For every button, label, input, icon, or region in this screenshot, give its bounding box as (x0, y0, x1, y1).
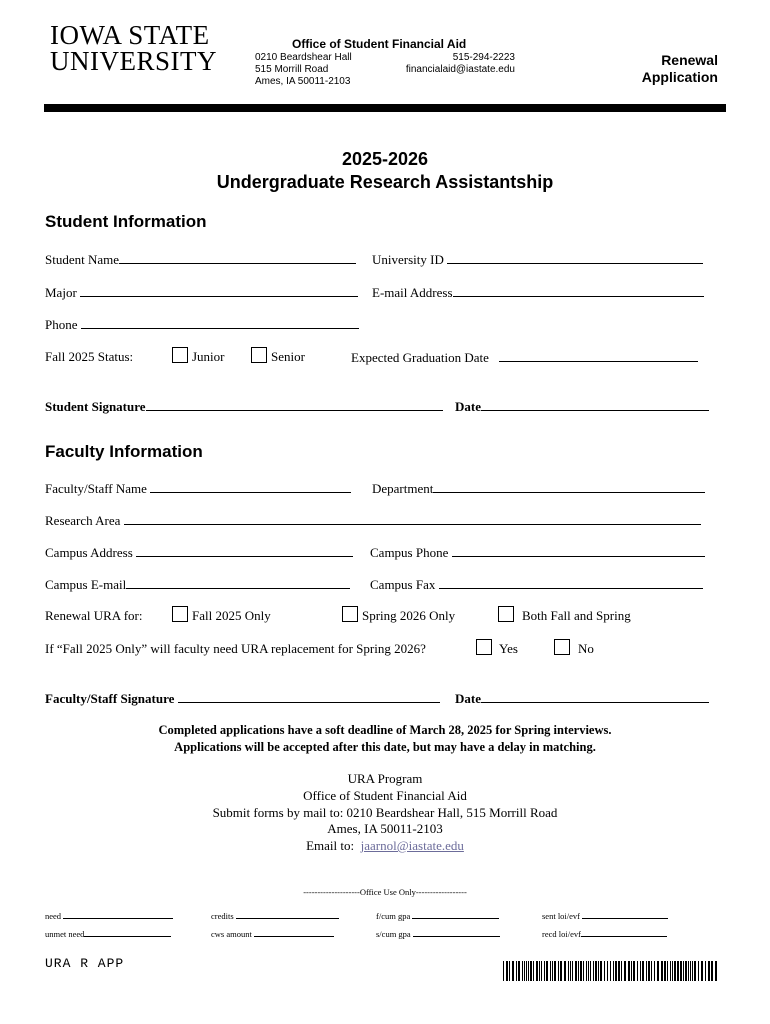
form-code: URA R APP (45, 956, 125, 971)
mail-city: Ames, IA 50011-2103 (327, 821, 443, 836)
spring-only-checkbox[interactable] (342, 606, 358, 622)
replacement-yes-label: Yes (499, 641, 518, 656)
office-need-field (45, 910, 173, 921)
email-prefix: Email to: (306, 838, 355, 853)
office-cws-label: cws amount (211, 929, 252, 939)
renewal-badge-line1: Renewal (661, 52, 718, 68)
campus-phone-field[interactable] (370, 544, 705, 561)
faculty-signature-field[interactable] (45, 690, 440, 707)
faculty-date-line[interactable] (481, 690, 709, 703)
email-instructions (0, 838, 770, 854)
office-fcum-label: f/cum gpa (376, 911, 411, 921)
faculty-name-label: Faculty/Staff Name (45, 481, 147, 496)
office-recd-label: recd loi/evf (542, 929, 581, 939)
research-area-label: Research Area (45, 513, 121, 528)
junior-checkbox[interactable] (172, 347, 188, 363)
faculty-name-line[interactable] (150, 480, 351, 493)
campus-phone-label: Campus Phone (370, 545, 449, 560)
fall-only-checkbox[interactable] (172, 606, 188, 622)
major-field[interactable] (45, 284, 358, 301)
student-signature-line[interactable] (146, 398, 443, 411)
student-signature-label: Student Signature (45, 399, 146, 414)
graduation-date-field[interactable] (351, 349, 698, 366)
research-area-field[interactable] (45, 512, 701, 529)
both-semesters-label: Both Fall and Spring (522, 608, 631, 623)
student-signature-field[interactable] (45, 398, 443, 415)
campus-phone-line[interactable] (452, 544, 705, 557)
email-address-line[interactable] (453, 284, 704, 297)
office-credits-label: credits (211, 911, 234, 921)
major-label: Major (45, 285, 77, 300)
research-area-line[interactable] (124, 512, 701, 525)
campus-fax-field[interactable] (370, 576, 703, 593)
phone-label: Phone (45, 317, 78, 332)
office-sent-label: sent loi/evf (542, 911, 581, 921)
faculty-date-field[interactable] (455, 690, 709, 707)
university-id-label: University ID (372, 252, 444, 267)
campus-email-label: Campus E-mail (45, 577, 127, 592)
deadline-notice: Completed applications have a soft deadline of March 28, 2025 for Spring interviews. (158, 723, 612, 737)
faculty-name-field[interactable] (45, 480, 351, 497)
student-section-heading: Student Information (45, 212, 207, 231)
renewal-badge (620, 52, 718, 86)
address-line-2: 515 Morrill Road (255, 64, 329, 75)
faculty-signature-label: Faculty/Staff Signature (45, 691, 175, 706)
office-unmet-field (45, 928, 171, 939)
student-name-label: Student Name (45, 252, 120, 267)
office-email: financialaid@iastate.edu (405, 64, 515, 75)
renewal-ura-label: Renewal URA for: (45, 608, 143, 623)
address-line-1: 0210 Beardshear Hall (255, 52, 352, 63)
office-fcum-field (376, 910, 499, 921)
renewal-badge-line2: Application (641, 69, 718, 85)
major-line[interactable] (80, 284, 358, 297)
office-phone: 515-294-2223 (452, 52, 515, 63)
submit-email-link[interactable]: jaarnol@iastate.edu (360, 838, 464, 853)
office-scum-line (413, 928, 500, 937)
student-name-field[interactable] (45, 251, 356, 268)
department-line[interactable] (433, 480, 705, 493)
faculty-signature-line[interactable] (178, 690, 440, 703)
email-address-field[interactable] (372, 284, 704, 301)
office-address (255, 52, 352, 88)
form-title: Undergraduate Research Assistantship (216, 172, 554, 192)
replacement-yes-checkbox[interactable] (476, 639, 492, 655)
graduation-date-line[interactable] (499, 349, 698, 362)
office-use-heading: --------------------Office Use Only------------------ (303, 887, 467, 897)
office-unmet-line (84, 928, 171, 937)
office-scum-label: s/cum gpa (376, 929, 411, 939)
campus-fax-label: Campus Fax (370, 577, 436, 592)
spring-only-label: Spring 2026 Only (362, 608, 456, 623)
student-name-line[interactable] (119, 251, 356, 264)
office-contact (405, 52, 515, 76)
student-date-label: Date (455, 399, 481, 414)
office-sent-field (542, 910, 668, 921)
university-id-line[interactable] (447, 251, 703, 264)
office-cws-field (211, 928, 334, 939)
office-credits-line (236, 910, 339, 919)
campus-address-label: Campus Address (45, 545, 133, 560)
office-unmet-label: unmet need (45, 929, 85, 939)
replacement-no-label: No (578, 641, 594, 656)
university-logo-line2: UNIVERSITY (50, 46, 217, 76)
phone-field[interactable] (45, 316, 359, 333)
submit-office: Office of Student Financial Aid (303, 788, 467, 803)
office-fcum-line (412, 910, 499, 919)
senior-label: Senior (271, 349, 305, 364)
replacement-question: If “Fall 2025 Only” will faculty need URA replacement for Spring 2026? (45, 641, 426, 656)
campus-email-field[interactable] (45, 576, 350, 593)
campus-address-field[interactable] (45, 544, 353, 561)
university-id-field[interactable] (372, 251, 703, 268)
mail-instructions: Submit forms by mail to: 0210 Beardshear Hall, 515 Morrill Road (212, 805, 558, 820)
office-credits-field (211, 910, 339, 921)
office-title: Office of Student Financial Aid (292, 37, 467, 51)
office-recd-line (581, 928, 667, 937)
campus-email-line[interactable] (126, 576, 350, 589)
replacement-no-checkbox[interactable] (554, 639, 570, 655)
department-label: Department (372, 481, 434, 496)
department-field[interactable] (372, 480, 705, 497)
office-scum-field (376, 928, 500, 939)
student-date-field[interactable] (455, 398, 709, 415)
both-semesters-checkbox[interactable] (498, 606, 514, 622)
address-line-3: Ames, IA 50011-2103 (255, 76, 351, 87)
student-date-line[interactable] (481, 398, 709, 411)
header-divider (44, 104, 726, 112)
junior-label: Junior (192, 349, 225, 364)
barcode-image (503, 961, 717, 981)
form-year: 2025-2026 (341, 149, 429, 169)
late-notice: Applications will be accepted after this date, but may have a delay in matching. (174, 740, 596, 754)
office-recd-field (542, 928, 667, 939)
phone-line[interactable] (81, 316, 359, 329)
office-need-label: need (45, 911, 62, 921)
email-address-label: E-mail Address (372, 285, 453, 300)
office-sent-line (582, 910, 668, 919)
program-name: URA Program (347, 771, 423, 786)
university-logo-line1: IOWA STATE (50, 20, 210, 50)
campus-address-line[interactable] (136, 544, 353, 557)
senior-checkbox[interactable] (251, 347, 267, 363)
faculty-section-heading: Faculty Information (45, 442, 203, 461)
fall-only-label: Fall 2025 Only (192, 608, 271, 623)
office-cws-line (254, 928, 334, 937)
office-need-line (63, 910, 173, 919)
fall-status-label: Fall 2025 Status: (45, 349, 134, 364)
graduation-date-label: Expected Graduation Date (351, 350, 489, 365)
campus-fax-line[interactable] (439, 576, 703, 589)
faculty-date-label: Date (455, 691, 481, 706)
